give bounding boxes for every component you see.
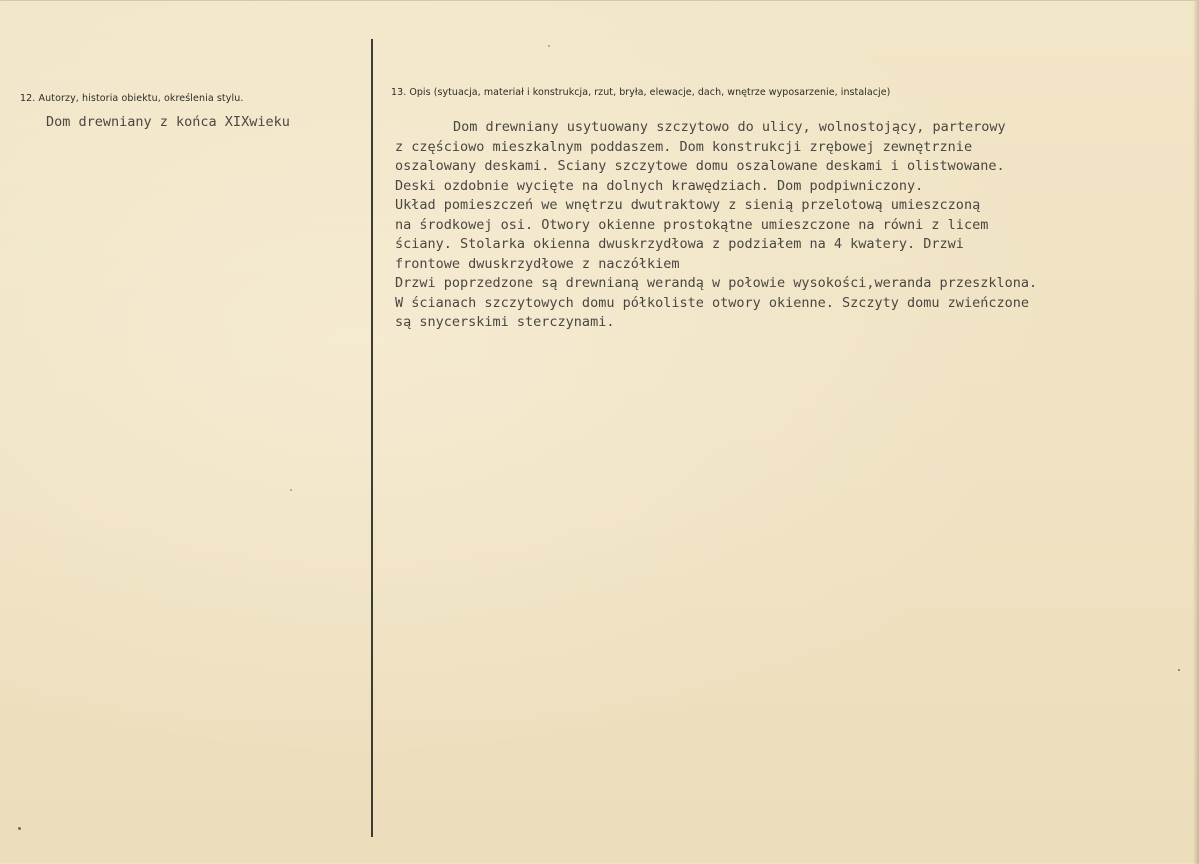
description-line: Deski ozdobnie wycięte na dolnych krawędziach. Dom podpiwniczony. <box>395 177 924 194</box>
field-12-value: Dom drewniany z końca XIXwieku <box>46 114 290 130</box>
description-line: W ścianach szczytowych domu półkoliste otwory okienne. Szczyty domu zwieńczone <box>395 294 1029 311</box>
field-13-label: 13. Opis (sytuacja, materiał i konstrukcja, rzut, bryła, elewacje, dach, wnętrze wyposarzenie, instalacje) <box>391 87 891 98</box>
description-line: na środkowej osi. Otwory okienne prostokątne umieszczone na równi z licem <box>395 216 989 233</box>
column-divider <box>371 39 373 837</box>
description-line: oszalowany deskami. Sciany szczytowe domu oszalowane deskami i olistwowane. <box>395 158 1005 174</box>
description-line: Układ pomieszczeń we wnętrzu dwutraktowy z sienią przelotową umieszczoną <box>395 197 981 213</box>
paper-edge-shadow <box>1193 1 1199 864</box>
description-line: są snycerskimi sterczynami. <box>395 314 615 330</box>
description-line: Dom drewniany usytuowany szczytowo do ulicy, wolnostojący, parterowy <box>453 119 1006 135</box>
description-line: ściany. Stolarka okienna dwuskrzydłowa z podziałem na 4 kwatery. Drzwi <box>395 236 964 252</box>
paper-speck <box>1178 669 1180 671</box>
description-line: frontowe dwuskrzydłowe z naczółkiem <box>395 255 680 272</box>
description-line: z częściowo mieszkalnym poddaszem. Dom konstrukcji zrębowej zewnętrznie <box>395 138 973 155</box>
paper-speck <box>548 45 550 47</box>
paper-speck <box>18 827 21 830</box>
field-13-description <box>395 118 1185 333</box>
description-line: Drzwi poprzedzone są drewnianą werandą w połowie wysokości,weranda przeszklona. <box>395 275 1038 291</box>
field-12-label: 12. Autorzy, historia obiektu, określenia stylu. <box>20 93 244 104</box>
paper-speck <box>290 489 292 491</box>
